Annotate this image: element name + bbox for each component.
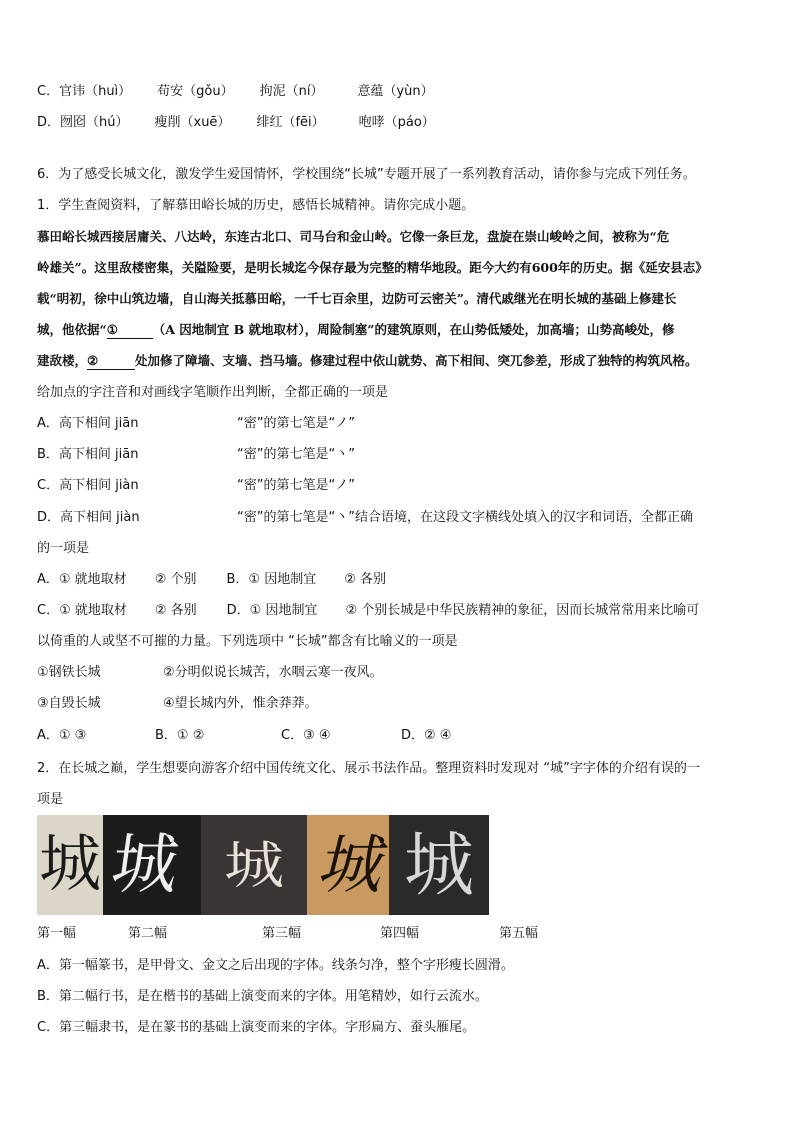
q1-prompt: 给加点的字注音和对画线字笔顺作出判断，全都正确的一项是 — [37, 385, 389, 400]
blank-2[interactable] — [87, 353, 135, 370]
q3-option-d: D．② ④ — [401, 728, 452, 743]
q3-option-b: B．① ② — [155, 728, 205, 743]
q2-d-1: D．① 因地制宜 — [226, 603, 318, 618]
q3-item-1: ①钢铁长城 — [37, 665, 101, 680]
q4-option-b: B．第二幅行书，是在楷书的基础上演变而来的字体。用笔精妙，如行云流水。 — [37, 989, 488, 1004]
q2-c-1: C．① 就地取材 — [37, 603, 127, 618]
calligraphy-samples — [37, 815, 489, 915]
q1-option-d — [37, 508, 693, 528]
q5-c-word-3: 拘泥（ní） — [259, 84, 324, 99]
q6-subquestion-2-end: 项是 — [37, 792, 64, 807]
caption-4: 第四幅 — [380, 926, 420, 941]
q5-c-word-1: C．官讳（huì） — [37, 84, 132, 99]
caption-1: 第一幅 — [37, 926, 77, 941]
q1-b-stroke: “密”的第七笔是“丶” — [237, 447, 355, 462]
blank-2-label: ② — [87, 353, 99, 368]
q3-option-a: A．① ③ — [37, 728, 87, 743]
passage-line-5-end: 处加修了障墙、支墙、挡马墙。修建过程中依山就势、高下相间、突兀参差，形成了独特的构筑风格。 — [135, 353, 698, 368]
q6-subquestion-2: 2．在长城之巅，学生想要向游客介绍中国传统文化、展示书法作品。整理资料时发现对 “城”字字体的介绍有误的一 — [37, 761, 700, 776]
q3-item-4: ④望长城内外，惟余莽莽。 — [163, 696, 318, 711]
seal-script-image — [37, 815, 103, 915]
q2-d-2: ② 个别长城是中华民族精神的象征，因而长城常常用来比喻可 — [345, 603, 700, 618]
passage-line-1: 慕田峪长城西接居庸关、八达岭，东连古北口、司马台和金山岭。它像一条巨龙，盘旋在崇山峻岭之间，被称为“危 — [37, 229, 670, 244]
q1-c-stroke: “密”的第七笔是“ノ” — [237, 478, 355, 493]
q2-b-1: B．① 因地制宜 — [226, 572, 317, 587]
q3-options — [37, 726, 451, 746]
glyph-4: 城 — [316, 829, 380, 903]
q4-option-c: C．第三幅隶书，是在篆书的基础上演变而来的字体。字形扁方、蚕头雁尾。 — [37, 1020, 476, 1035]
q2-b-2: ② 各别 — [344, 572, 386, 587]
q5-c-word-4: 意蕴（yùn） — [357, 84, 434, 99]
glyph-5: 城 — [404, 824, 474, 906]
passage-line-3: 载“明初，徐中山筑边墙，自山海关抵慕田峪，一千七百余里，边防可云密关”。清代戚继光在明长城的基础上修建长 — [37, 291, 677, 306]
q1-d-stroke: “密”的第七笔是“丶”结合语境，在这段文字横线处填入的汉字和词语，全都正确 — [237, 510, 693, 525]
passage-line-5 — [37, 351, 698, 371]
blank-1-label: ① — [106, 322, 118, 337]
glyph-2: 城 — [106, 825, 184, 903]
q1-b-pinyin: B．高下相间 jiān — [37, 447, 139, 462]
q1-c-pinyin: C．高下相间 jiàn — [37, 478, 139, 493]
clerical-script-image — [201, 815, 307, 915]
q5-option-c — [37, 82, 434, 102]
q5-option-d — [37, 113, 435, 133]
q2-options-row-2 — [37, 601, 699, 621]
calligraphy-panel-2 — [103, 815, 201, 915]
q1-d-pinyin: D．高下相间 jiàn — [37, 510, 140, 525]
q3-item-2: ②分明似说长城苦，水咽云寒一夜风。 — [163, 665, 383, 680]
q4-option-a: A．第一幅篆书，是甲骨文、金文之后出现的字体。线条匀净，整个字形瘦长圆滑。 — [37, 958, 514, 973]
q6-subquestion-1: 1．学生查阅资料，了解慕田峪长城的历史，感悟长城精神。请你完成小题。 — [37, 198, 475, 213]
caption-5: 第五幅 — [499, 926, 539, 941]
q2-a-1: A．① 就地取材 — [37, 572, 127, 587]
q3-item-3: ③自毁长城 — [37, 696, 101, 711]
q2-options-row-1 — [37, 570, 386, 590]
q2-prompt-end: 的一项是 — [37, 541, 90, 556]
q3-option-c: C．③ ④ — [281, 728, 331, 743]
caption-3: 第三幅 — [262, 926, 302, 941]
q1-a-stroke: “密”的第七笔是“ノ” — [237, 416, 355, 431]
glyph-1: 城 — [38, 827, 102, 900]
caption-2: 第二幅 — [128, 926, 168, 941]
passage-line-2: 岭雄关”。这里敌楼密集，关隘险要，是明长城迄今保存最为完整的精华地段。距今大约有600年的历史。据《延安县志》 — [37, 260, 708, 275]
calligraphy-panel-1 — [37, 815, 103, 915]
passage-line-5-start: 建敌楼， — [37, 353, 88, 368]
q5-d-word-4: 咆哮（páo） — [358, 115, 435, 130]
q2-a-2: ② 个别 — [154, 572, 197, 587]
regular-script-image — [389, 815, 489, 915]
q1-option-c — [37, 476, 355, 496]
q1-option-b — [37, 445, 355, 465]
passage-line-4-start: 城，他依据“ — [37, 322, 107, 337]
passage-line-4-end: （A 因地制宜 B 就地取材），周险制塞”的建筑原则，在山势低矮处，加高墙；山势高峻处，修 — [152, 322, 675, 337]
calligraphy-panel-3 — [201, 815, 307, 915]
q1-a-pinyin: A．高下相间 jiān — [37, 416, 139, 431]
q3-items-row-1 — [37, 663, 383, 683]
q5-d-word-1: D．囫囵（hú） — [37, 115, 129, 130]
cursive-script-image — [307, 815, 389, 915]
q6-stem: 6．为了感受长城文化，激发学生爱国情怀，学校围绕“长城”专题开展了一系列教育活动，请你参与完成下列任务。 — [37, 167, 696, 182]
blank-1[interactable] — [107, 322, 153, 339]
glyph-3: 城 — [223, 836, 285, 896]
q5-d-word-2: 瘦削（xuē） — [154, 115, 231, 130]
calligraphy-panel-4 — [307, 815, 389, 915]
passage-line-4 — [37, 320, 674, 340]
q2-c-2: ② 各别 — [154, 603, 197, 618]
running-script-image — [103, 815, 201, 915]
calligraphy-panel-5 — [389, 815, 489, 915]
q5-c-word-2: 苟安（gǒu） — [157, 84, 234, 99]
q3-prompt: 以倚重的人或坚不可摧的力量。下列选项中 “长城”都含有比喻义的一项是 — [37, 634, 458, 649]
q1-option-a — [37, 414, 355, 434]
q3-items-row-2 — [37, 694, 318, 714]
q5-d-word-3: 绯红（fēi） — [256, 115, 325, 130]
